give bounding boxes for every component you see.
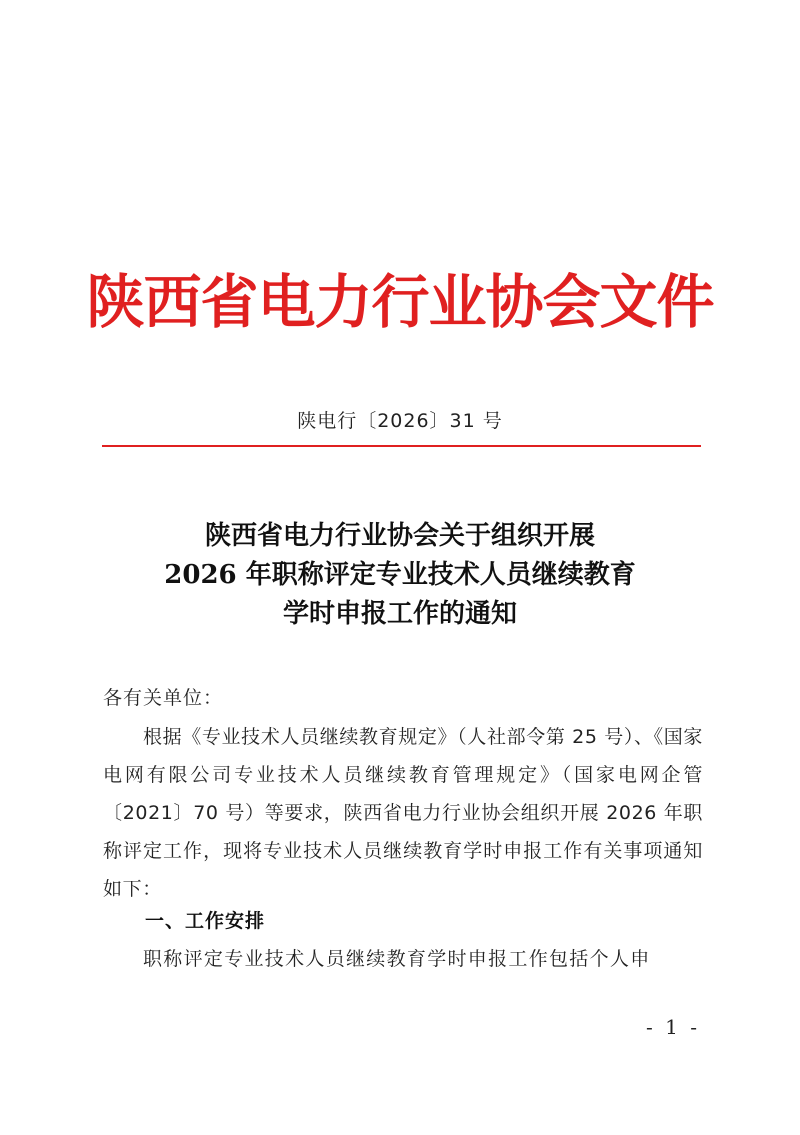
title-line-3: 学时申报工作的通知 [282,599,517,629]
title-line-2: 2026 年职称评定专业技术人员继续教育 [164,560,636,590]
section-heading-work-arrangement: 一、工作安排 [145,910,266,932]
document-number: 陕电行〔2026〕31 号 [297,410,503,432]
body-paragraph-2: 职称评定专业技术人员继续教育学时申报工作包括个人申 [143,948,651,970]
red-separator-rule [102,445,701,447]
document-masthead: 陕西省电力行业协会文件 [86,268,714,336]
salutation: 各有关单位： [103,687,224,709]
body-paragraph-1: 根据《专业技术人员继续教育规定》（人社部令第 25 号）、《国家电网有限公司专业技术人员继续教育管理规定》（国家电网企管〔2021〕70 号）等要求，陕西省电力行业协会组织开展 2026 年职称评定工作，现将专业技术人员继续教育学时申报工作有关事项通知如下： [103,726,703,900]
title-line-1: 陕西省电力行业协会关于组织开展 [204,521,595,551]
page-number: - 1 - [646,1015,700,1039]
document-title [0,517,800,634]
